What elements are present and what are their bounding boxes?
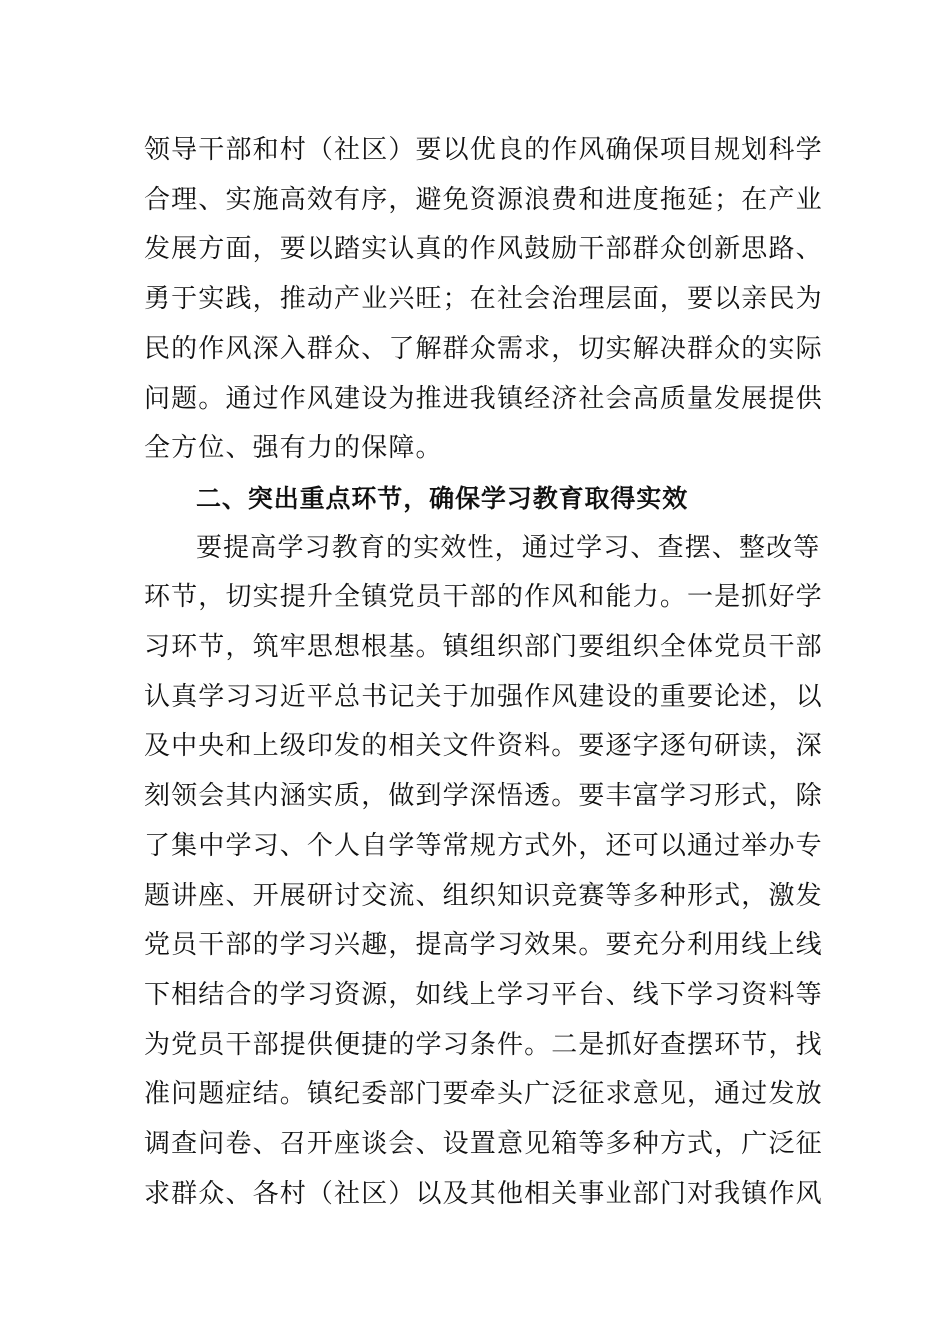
- paragraph-line: 合理、实施高效有序，避免资源浪费和进度拖延；在产业: [144, 184, 823, 215]
- section-heading: 二、突出重点环节，确保学习教育取得实效: [196, 483, 689, 513]
- paragraph-line: 领导干部和村（社区）要以优良的作风确保项目规划科学: [144, 135, 823, 165]
- paragraph-line: 发展方面，要以踏实认真的作风鼓励干部群众创新思路、: [144, 234, 823, 265]
- paragraph-line: 下相结合的学习资源，如线上学习平台、线下学习资料等: [144, 979, 823, 1010]
- paragraph-line: 民的作风深入群众、了解群众需求，切实解决群众的实际: [144, 333, 823, 364]
- paragraph-line: 勇于实践，推动产业兴旺；在社会治理层面，要以亲民为: [144, 284, 823, 315]
- paragraph-line: 求群众、各村（社区）以及其他相关事业部门对我镇作风: [144, 1178, 823, 1209]
- paragraph-line: 要提高学习教育的实效性，通过学习、查摆、整改等: [196, 532, 821, 563]
- paragraph-line: 调查问卷、召开座谈会、设置意见箱等多种方式，广泛征: [144, 1129, 823, 1159]
- paragraph-line: 题讲座、开展研讨交流、组织知识竞赛等多种形式，激发: [144, 880, 823, 911]
- paragraph-line: 及中央和上级印发的相关文件资料。要逐字逐句研读，深: [144, 731, 823, 762]
- paragraph-line: 为党员干部提供便捷的学习条件。二是抓好查摆环节，找: [144, 1029, 823, 1060]
- paragraph-line: 问题。通过作风建设为推进我镇经济社会高质量发展提供: [144, 383, 823, 414]
- paragraph-line: 准问题症结。镇纪委部门要牵头广泛征求意见，通过发放: [144, 1079, 823, 1110]
- paragraph-line: 党员干部的学习兴趣，提高学习效果。要充分利用线上线: [144, 930, 823, 961]
- paragraph-line: 认真学习习近平总书记关于加强作风建设的重要论述，以: [144, 681, 823, 712]
- paragraph-line: 习环节，筑牢思想根基。镇组织部门要组织全体党员干部: [144, 632, 823, 662]
- paragraph-line: 全方位、强有力的保障。: [144, 433, 443, 464]
- paragraph-line: 环节，切实提升全镇党员干部的作风和能力。一是抓好学: [144, 582, 823, 613]
- paragraph-line: 刻领会其内涵实质，做到学深悟透。要丰富学习形式，除: [144, 781, 823, 812]
- paragraph-line: 了集中学习、个人自学等常规方式外，还可以通过举办专: [144, 830, 823, 861]
